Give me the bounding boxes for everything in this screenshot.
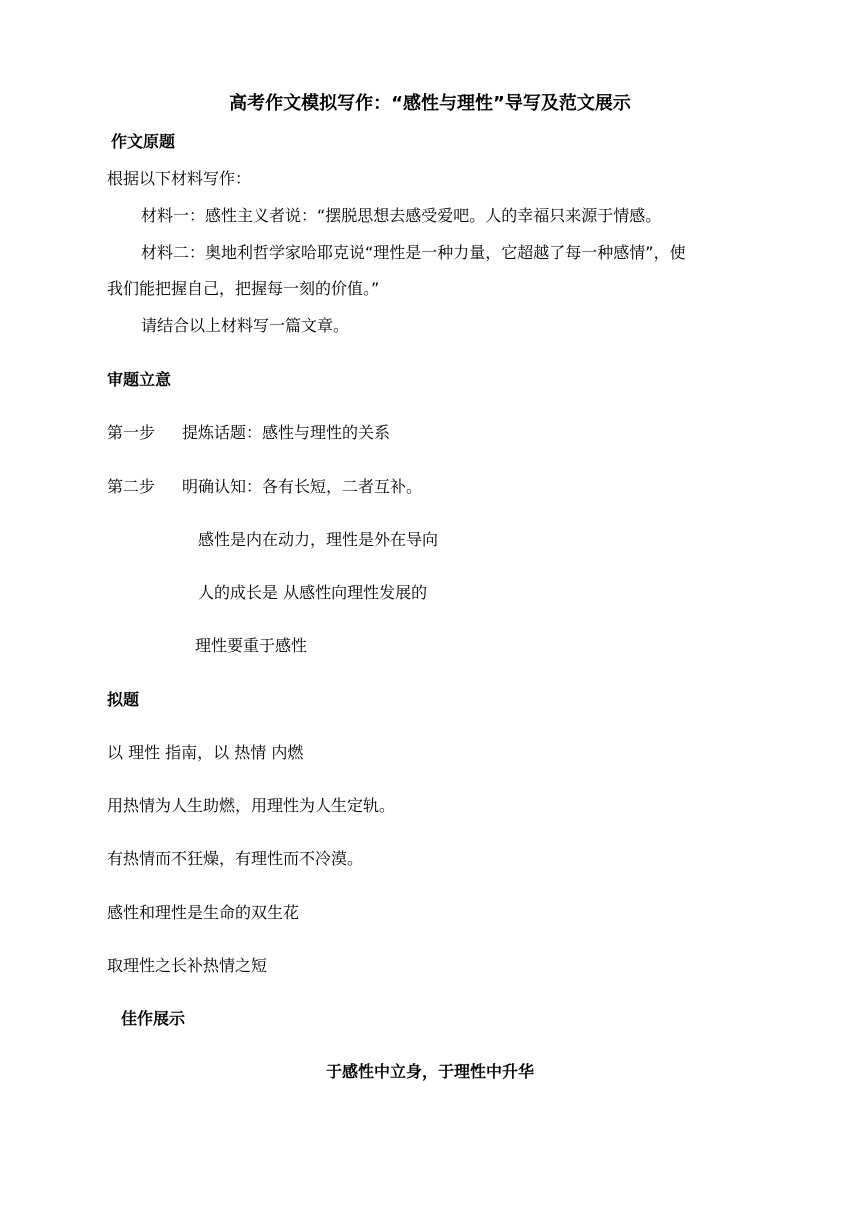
analysis-step-one — [107, 423, 390, 443]
step-two-label: 第二步 — [107, 477, 156, 496]
prompt-instruction: 请结合以上材料写一篇文章。 — [141, 316, 350, 335]
prompt-intro: 根据以下材料写作： — [107, 169, 252, 188]
title-suggestion: 有热情而不狂燥，有理性而不冷漠。 — [107, 849, 364, 868]
step-one-label: 第一步 — [107, 423, 156, 442]
analysis-step-two — [107, 477, 422, 497]
section-heading-prompt: 作文原题 — [111, 132, 176, 151]
material-two-line-two: 我们能把握自己，把握每一刻的价值。” — [107, 279, 380, 298]
material-two-line-one: 材料二：奥地利哲学家哈耶克说“理性是一种力量，它超越了每一种感情”，使 — [141, 243, 686, 262]
title-suggestion: 用热情为人生助燃，用理性为人生定轨。 — [107, 796, 396, 815]
essay-title: 于感性中立身，于理性中升华 — [325, 1062, 534, 1081]
title-suggestion: 以 理性 指南，以 热情 内燃 — [107, 743, 304, 762]
step-one-text: 提炼话题：感性与理性的关系 — [182, 423, 391, 442]
material-one: 材料一：感性主义者说：“摆脱思想去感受爱吧。人的幸福只来源于情感。 — [141, 206, 662, 225]
section-heading-showcase: 佳作展示 — [121, 1009, 186, 1028]
analysis-point-two: 人的成长是 从感性向理性发展的 — [198, 583, 428, 602]
page-title: 高考作文模拟写作：“感性与理性”导写及范文展示 — [229, 93, 631, 114]
analysis-point-three: 理性要重于感性 — [195, 636, 308, 655]
title-suggestion: 感性和理性是生命的双生花 — [107, 903, 300, 922]
title-suggestion: 取理性之长补热情之短 — [107, 956, 268, 975]
step-two-text: 明确认知：各有长短，二者互补。 — [182, 477, 423, 496]
section-heading-analysis: 审题立意 — [107, 370, 172, 389]
analysis-point-one: 感性是内在动力，理性是外在导向 — [198, 530, 439, 549]
section-heading-titles: 拟题 — [107, 690, 140, 709]
